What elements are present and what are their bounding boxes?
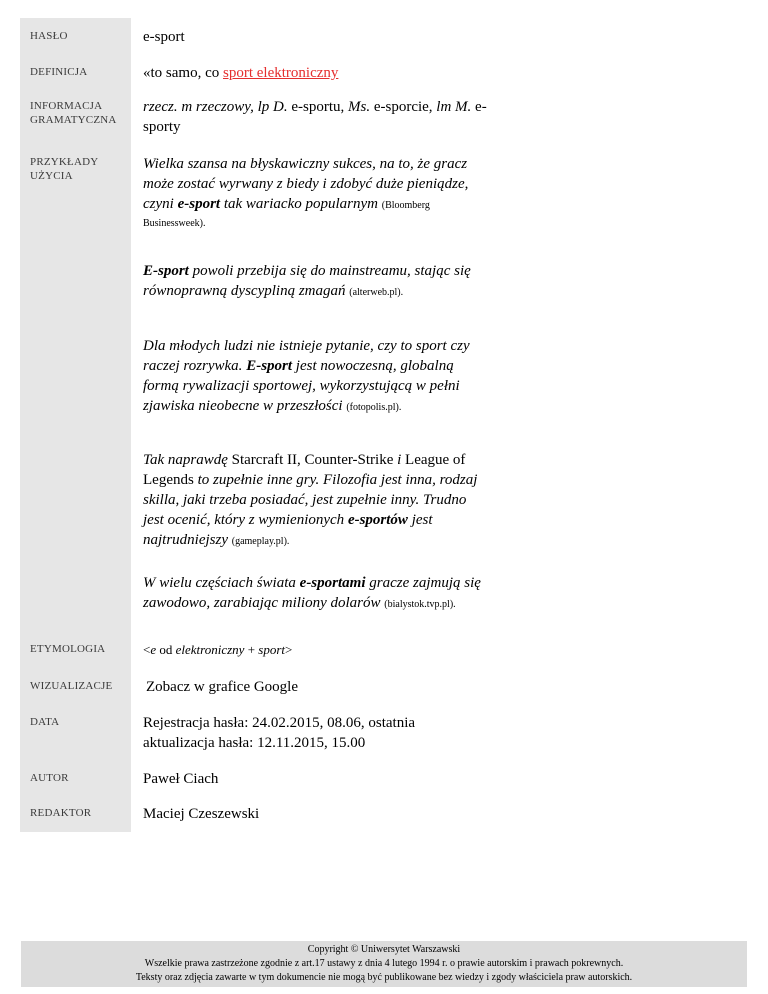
grammar-info (143, 97, 513, 137)
usage-example-4 (143, 450, 488, 552)
etymology-part: e (150, 642, 157, 657)
example-line (143, 356, 488, 376)
editor: Maciej Czeszewski (143, 806, 260, 822)
label-informacja-gramatyczna (30, 99, 130, 127)
example-line (143, 281, 488, 303)
example-text: i (393, 452, 406, 468)
example-text: zjawiska nieobecne w przeszłości (143, 398, 347, 414)
label-line: GRAMATYCZNA (30, 114, 117, 126)
example-headword: E-sport (143, 263, 189, 279)
example-text: to zupełnie inne gry. Filozofia jest inna, rodzaj (193, 472, 478, 488)
etymology-part: sport (258, 642, 286, 657)
example-text: Tak naprawdę (143, 452, 232, 468)
label-haslo: HASŁO (30, 30, 68, 42)
dates (143, 713, 513, 753)
label-line: PRZYKŁADY (30, 156, 99, 168)
example-headword: e-sport (177, 196, 221, 212)
example-headword: e-sportami (299, 575, 366, 591)
game-title: Legends (143, 472, 194, 488)
example-line (143, 593, 488, 615)
example-text: gracze zajmują się (365, 575, 481, 591)
etymology-bracket: > (285, 642, 293, 657)
example-line (143, 396, 488, 418)
grammar-line: sporty (143, 119, 181, 135)
example-text: W wielu częściach świata (143, 575, 300, 591)
usage-example-1 (143, 154, 488, 232)
example-text: powoli przebija się do mainstreamu, stając się (188, 263, 471, 279)
example-line (143, 261, 488, 281)
author: Paweł Ciach (143, 771, 219, 787)
example-headword: E-sport (246, 358, 293, 374)
game-title: Counter-Strike (304, 452, 394, 468)
example-text: najtrudniejszy (143, 532, 232, 548)
etymology (143, 640, 513, 660)
grammar-case: Ms. (347, 99, 371, 115)
example-text: jest ocenić, który z wymienionych (143, 512, 348, 528)
example-text: jest (407, 512, 433, 528)
example-source: (gameplay.pl). (231, 536, 290, 547)
example-source: (bialystok.tvp.pl). (384, 599, 456, 610)
example-source: (Bloomberg (381, 200, 430, 211)
etymology-text: od (156, 642, 176, 657)
grammar-form: e-sporcie, (370, 99, 437, 115)
label-autor: AUTOR (30, 772, 69, 784)
google-images-link[interactable]: Zobacz w grafice Google (146, 679, 299, 695)
label-wizualizacje: WIZUALIZACJE (30, 680, 113, 692)
example-text: czyni (143, 196, 178, 212)
grammar-case: lm M. (436, 99, 472, 115)
example-line: formą rywalizacji sportowej, wykorzystującą w pełni (143, 378, 460, 394)
label-line: UŻYCIA (30, 170, 73, 182)
usage-example-5 (143, 573, 488, 615)
example-line (143, 470, 488, 490)
example-line (143, 530, 488, 552)
example-text: jest nowoczesną, globalną (292, 358, 454, 374)
label-line: INFORMACJA (30, 100, 103, 112)
example-source: (fotopolis.pl). (346, 402, 402, 413)
label-definicja: DEFINICJA (30, 66, 88, 78)
update-date: aktualizacja hasła: 12.11.2015, 15.00 (143, 735, 366, 751)
example-line (143, 194, 488, 216)
label-data: DATA (30, 716, 60, 728)
usage-example-2 (143, 261, 488, 303)
grammar-line (143, 97, 513, 117)
example-line: Dla młodych ludzi nie istnieje pytanie, czy to sport czy (143, 338, 470, 354)
game-title: Starcraft II (231, 452, 298, 468)
grammar-category: rzecz. m rzeczowy, lp D. (143, 99, 288, 115)
example-line: może zostać wyrwany z biedy i zdobyć duże pieniądze, (143, 176, 469, 192)
etymology-bracket: < (143, 642, 151, 657)
example-line (143, 573, 488, 593)
example-line (143, 510, 488, 530)
copyright-line: Teksty oraz zdjęcia zawarte w tym dokumencie nie mogą być publikowane bez wiedzy i zgody właściciela praw autorskich. (135, 972, 633, 983)
example-line: skilla, jaki trzeba posiadać, jest zupełnie inny. Trudno (143, 492, 467, 508)
definition-prefix: «to samo, co (143, 65, 223, 81)
game-title: League of (405, 452, 466, 468)
example-text: tak wariacko popularnym (220, 196, 382, 212)
label-przyklady-uzycia (30, 155, 130, 183)
copyright-line: Wszelkie prawa zastrzeżone zgodnie z art.17 ustawy z dnia 4 lutego 1994 r. o prawie autorskim i prawach pokrewnych. (144, 958, 624, 969)
registration-date: Rejestracja hasła: 24.02.2015, 08.06, ostatnia (143, 715, 416, 731)
usage-example-3 (143, 336, 488, 418)
etymology-text: + (244, 642, 259, 657)
example-headword: e-sportów (347, 512, 408, 528)
entry-headword: e-sport (143, 29, 185, 45)
label-etymologia: ETYMOLOGIA (30, 643, 106, 655)
etymology-part: elektroniczny (175, 642, 245, 657)
example-text: , (297, 452, 305, 468)
example-text: raczej rozrywka. (143, 358, 247, 374)
definition-link[interactable]: sport elektroniczny (223, 65, 339, 81)
label-redaktor: REDAKTOR (30, 807, 92, 819)
label-column (20, 18, 131, 832)
example-text: równoprawną dyscypliną zmagań (143, 283, 350, 299)
example-source: (alterweb.pl). (349, 287, 404, 298)
grammar-form: e- (471, 99, 487, 115)
definition (143, 63, 513, 83)
example-line (143, 450, 488, 470)
grammar-form: e-sportu, (287, 99, 348, 115)
copyright-footer (21, 941, 747, 987)
example-line: Wielka szansa na błyskawiczny sukces, na to, że gracz (143, 156, 468, 172)
copyright-line: Copyright © Uniwersytet Warszawski (307, 944, 461, 955)
example-source: Businessweek). (143, 218, 206, 229)
example-text: zawodowo, zarabiając miliony dolarów (143, 595, 385, 611)
